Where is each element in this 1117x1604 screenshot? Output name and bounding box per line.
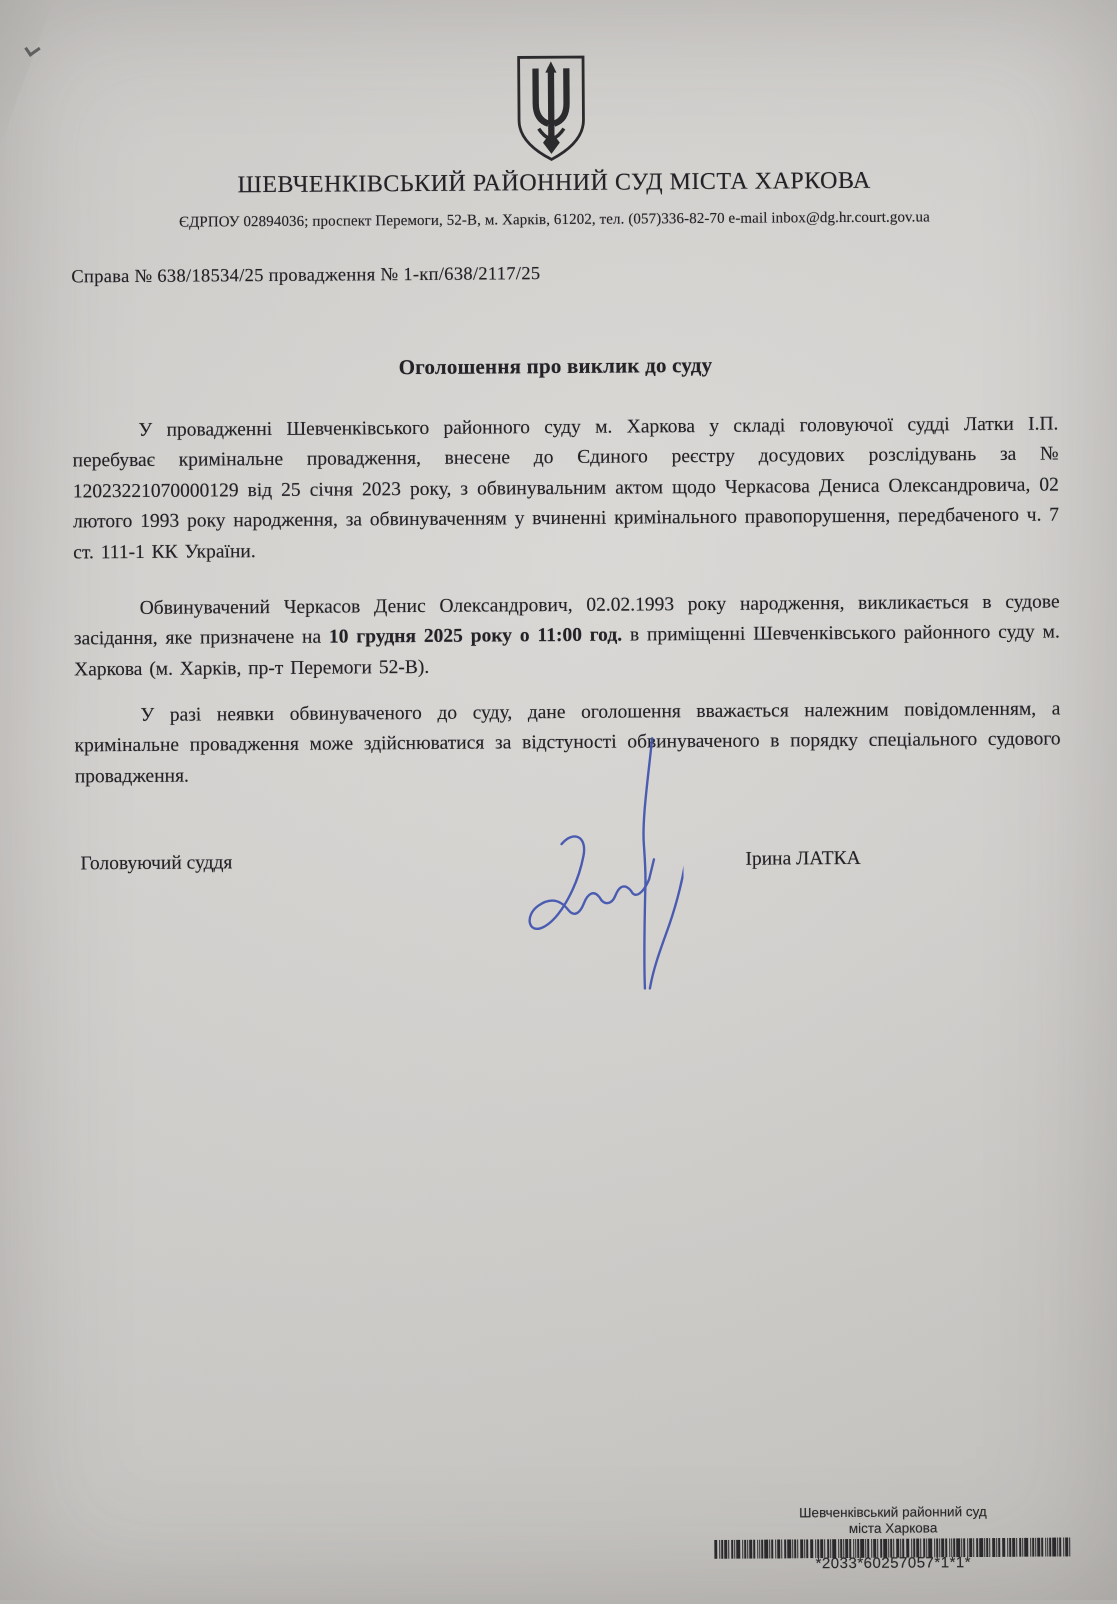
paragraph-summons (74, 587, 1061, 685)
summons-date-time: 10 грудня 2025 року о 11:00 год. (328, 624, 623, 648)
signer-name-label: Ірина ЛАТКА (745, 847, 861, 870)
ukraine-coat-of-arms-icon (509, 44, 594, 175)
stamp-court-name-line1: Шевченківський районний суд (799, 1504, 987, 1521)
paragraph-proceeding-info: У провадженні Шевченківського районного суду м. Харкова у складі головуючої судді Латки І.П. перебуває кримінальне провадження, внесене до Єдиного реєстру досудових розслідувань за № 12023221070000129 від 25 січня 2023 року, з обвинувальним актом щодо Черкасова Дениса Олександровича, 02 лютого 1993 року народження, за обвинуваченням у вчиненні кримінального правопорушення, передбаченого ч. 7 ст. 111-1 КК України. (72, 413, 1060, 563)
court-registration-stamp (711, 1502, 1075, 1573)
summons-text-after: в приміщенні Шевченківського районного суду м. Харкова (м. Харків, пр-т Перемоги 52-В). (74, 621, 1060, 680)
court-name-heading: ШЕВЧЕНКІВСЬКИЙ РАЙОННИЙ СУД МІСТА ХАРКОВА (237, 167, 871, 199)
signer-role-label: Головуючий суддя (80, 852, 233, 875)
paragraph-absence-warning: У разі неявки обвинуваченого до суду, дане оголошення вважається належним повідомленням, а кримінальне провадження може здійснюватися за відстуності обвинуваченого в порядку спеціального судового провадження. (74, 697, 1061, 787)
stamp-court-name-line2: міста Харкова (848, 1520, 938, 1536)
court-contact-line: ЄДРПОУ 02894036; проспект Перемоги, 52-В, м. Харків, 61202, тел. (057)336-82-70 e-mail inbox@dg.hr.court.gov.ua (178, 209, 930, 231)
case-number-line: Справа № 638/18534/25 провадження № 1-кп/638/2117/25 (71, 264, 541, 288)
document-title: Оголошення про виклик до суду (398, 352, 713, 380)
barcode-number: *2033*60257057*1*1* (815, 1554, 972, 1573)
summons-text-before: Обвинувачений Черкасов Денис Олександрович, 02.02.1993 року народження, викликається в судове засідання, яке призначене на (73, 590, 1060, 650)
handwritten-signature-icon (503, 734, 685, 993)
